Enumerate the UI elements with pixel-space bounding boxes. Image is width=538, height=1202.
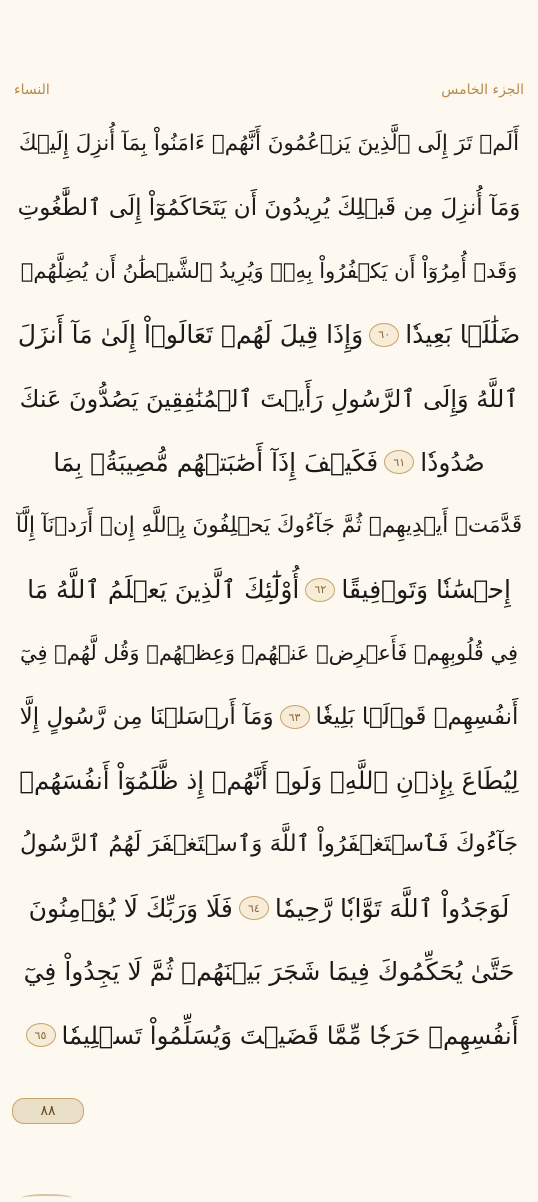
verse-line — [16, 303, 522, 367]
line-text: ضَلَٰلَۢا بَعِيدٗا — [405, 320, 521, 350]
verse-line — [16, 112, 522, 176]
page-number: ٨٨ — [40, 1103, 56, 1119]
bottom-ornament-icon — [22, 1194, 72, 1202]
line-text: وَإِذَا قِيلَ لَهُمۡ تَعَالَوۡاْ إِلَىٰ مَآ أَنزَلَ — [17, 320, 364, 350]
quran-page-text — [16, 112, 522, 1067]
line-text: أَنفُسِهِمۡ حَرَجٗا مِّمَّا قَضَيۡتَ وَيُسَلِّمُواْ تَسۡلِيمٗا — [61, 1020, 519, 1050]
line-text: وَمَآ أُنزِلَ مِن قَبۡلِكَ يُرِيدُونَ أَن يَتَحَاكَمُوٓاْ إِلَى ٱلطَّٰغُوتِ — [17, 194, 521, 221]
line-text: لَوَجَدُواْ ٱللَّهَ تَوَّابٗا رَّحِيمٗا — [274, 893, 510, 923]
verse-line — [16, 176, 522, 240]
verse-line — [16, 749, 522, 813]
line-text: جَآءُوكَ فَٱسۡتَغۡفَرُواْ ٱللَّهَ وَٱسۡتَغۡفَرَ لَهُمُ ٱلرَّسُولُ — [19, 831, 519, 858]
ayah-number-marker: ٦٠ — [369, 323, 399, 347]
ayah-number-marker: ٦١ — [384, 450, 414, 474]
verse-line — [16, 558, 522, 622]
page-number-badge — [12, 1098, 84, 1124]
verse-line — [16, 876, 522, 940]
ayah-number-marker: ٦٥ — [26, 1023, 56, 1047]
ayah-number-marker: ٦٣ — [280, 705, 310, 729]
verse-line — [16, 1004, 522, 1068]
line-text: لِيُطَاعَ بِإِذۡنِ ٱللَّهِۚ وَلَوۡ أَنَّهُمۡ إِذ ظَّلَمُوٓاْ أَنفُسَهُمۡ — [19, 766, 519, 796]
ayah-number-marker: ٦٢ — [305, 578, 335, 602]
line-text: أَلَمۡ تَرَ إِلَى ٱلَّذِينَ يَزۡعُمُونَ أَنَّهُمۡ ءَامَنُواْ بِمَآ أُنزِلَ إِلَيۡكَ — [18, 131, 520, 157]
verse-line — [16, 622, 522, 686]
ayah-number-marker: ٦٤ — [239, 896, 269, 920]
verse-line — [16, 367, 522, 431]
verse-line — [16, 813, 522, 877]
page-header — [14, 78, 524, 102]
line-text: وَمَآ أَرۡسَلۡنَا مِن رَّسُولٍ إِلَّا — [19, 704, 274, 731]
surah-name: النساء — [14, 82, 50, 98]
line-text: أُوْلَٰٓئِكَ ٱلَّذِينَ يَعۡلَمُ ٱللَّهُ مَا — [27, 575, 300, 605]
verse-line — [16, 430, 522, 494]
line-text: صُدُودٗا — [420, 447, 485, 477]
verse-line — [16, 940, 522, 1004]
line-text: فِي قُلُوبِهِمۡ فَأَعۡرِضۡ عَنۡهُمۡ وَعِظۡهُمۡ وَقُل لَّهُمۡ فِيٓ — [19, 641, 519, 666]
line-text: ٱللَّهُ وَإِلَى ٱلرَّسُولِ رَأَيۡتَ ٱلۡمُنَٰفِقِينَ يَصُدُّونَ عَنكَ — [19, 384, 519, 413]
line-text: وَقَدۡ أُمِرُوٓاْ أَن يَكۡفُرُواْ بِهِۦۖ وَيُرِيدُ ٱلشَّيۡطَٰنُ أَن يُضِلَّهُمۡ — [20, 259, 518, 284]
line-text: إِحۡسَٰنٗا وَتَوۡفِيقًا — [341, 575, 511, 605]
verse-line — [16, 239, 522, 303]
juz-label: الجزء الخامس — [441, 82, 524, 98]
line-text: فَلَا وَرَبِّكَ لَا يُؤۡمِنُونَ — [28, 893, 233, 923]
verse-line — [16, 494, 522, 558]
line-text: فَكَيۡفَ إِذَآ أَصَٰبَتۡهُم مُّصِيبَةُۢ بِمَا — [53, 447, 379, 477]
verse-line — [16, 685, 522, 749]
line-text: أَنفُسِهِمۡ قَوۡلَۢا بَلِيغٗا — [315, 704, 519, 731]
line-text: حَتَّىٰ يُحَكِّمُوكَ فِيمَا شَجَرَ بَيۡنَهُمۡ ثُمَّ لَا يَجِدُواْ فِيٓ — [23, 957, 515, 987]
line-text: قَدَّمَتۡ أَيۡدِيهِمۡ ثُمَّ جَآءُوكَ يَحۡلِفُونَ بِٱللَّهِ إِنۡ أَرَدۡنَآ إِلَّآ — [16, 513, 522, 539]
